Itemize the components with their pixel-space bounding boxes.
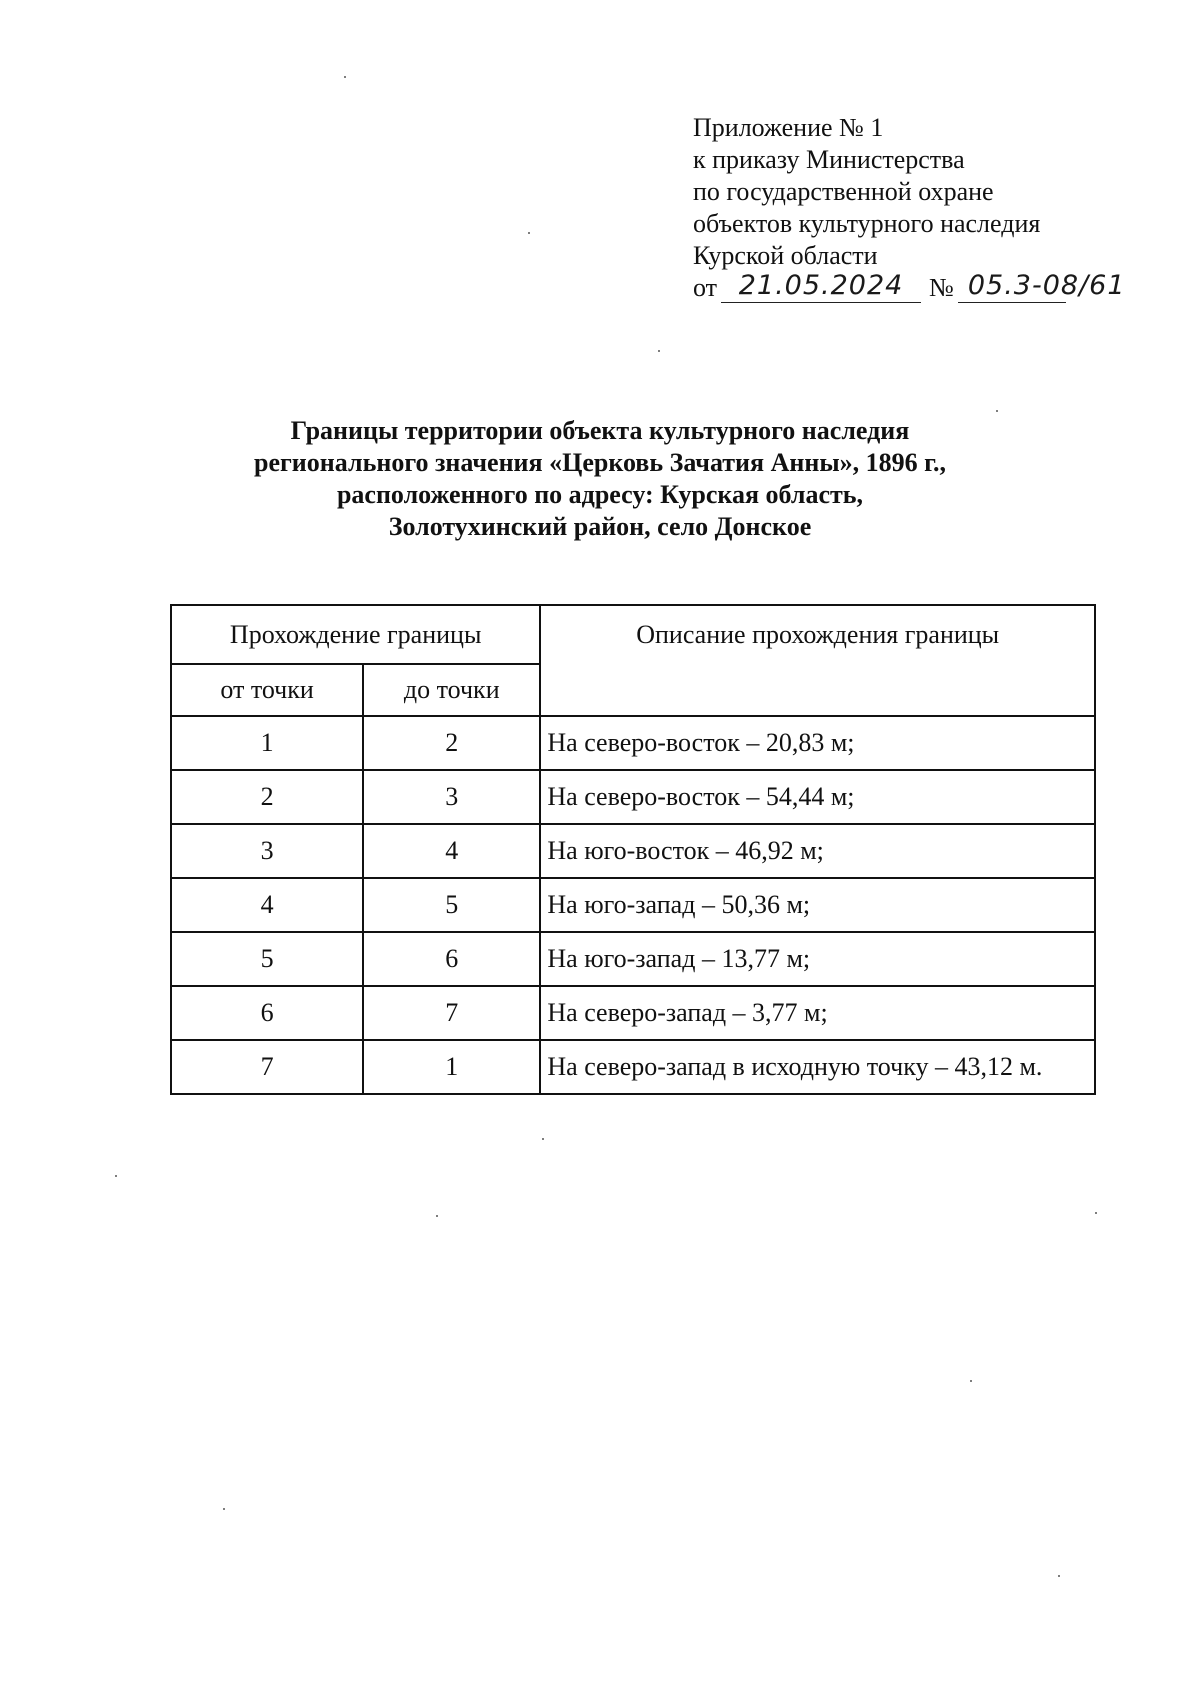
number-label: № [929, 273, 954, 302]
scan-speck [542, 1138, 544, 1140]
header-boundary: Прохождение границы [171, 605, 540, 664]
scan-speck [1058, 1575, 1060, 1577]
cell-to: 3 [363, 770, 540, 824]
scan-speck [223, 1508, 225, 1510]
cell-from: 6 [171, 986, 363, 1040]
appendix-line: Курской области [693, 241, 878, 270]
cell-description: На северо-восток – 20,83 м; [540, 716, 1095, 770]
order-date-field [721, 270, 921, 303]
table-row [171, 986, 1095, 1040]
cell-from: 7 [171, 1040, 363, 1094]
cell-description: На юго-восток – 46,92 м; [540, 824, 1095, 878]
cell-from: 1 [171, 716, 363, 770]
cell-to: 2 [363, 716, 540, 770]
appendix-line: объектов культурного наследия [693, 209, 1041, 238]
appendix-line: к приказу Министерства [693, 145, 965, 174]
cell-to: 1 [363, 1040, 540, 1094]
scan-speck [1095, 1212, 1097, 1214]
order-number-handwritten: 05.3-08/61 [967, 270, 1126, 301]
cell-from: 5 [171, 932, 363, 986]
appendix-header [693, 112, 1126, 305]
order-number-field [958, 270, 1126, 303]
scan-speck [115, 1175, 117, 1177]
scan-speck [996, 410, 998, 412]
order-registration-line [693, 270, 1126, 305]
cell-description: На северо-восток – 54,44 м; [540, 770, 1095, 824]
document-title [150, 415, 1050, 543]
table-row [171, 932, 1095, 986]
cell-to: 6 [363, 932, 540, 986]
scan-speck [528, 232, 530, 234]
header-to-point: до точки [363, 664, 540, 716]
table-row [171, 716, 1095, 770]
scan-speck [436, 1215, 438, 1217]
title-line: регионального значения «Церковь Зачатия Анны», 1896 г., [254, 448, 946, 477]
table-row [171, 770, 1095, 824]
header-description: Описание прохождения границы [540, 605, 1095, 716]
scan-speck [970, 1380, 972, 1382]
boundary-table [170, 604, 1096, 1095]
scan-speck [344, 76, 346, 78]
title-line: расположенного по адресу: Курская область, [336, 480, 864, 509]
cell-to: 4 [363, 824, 540, 878]
table-row [171, 824, 1095, 878]
header-from-point: от точки [171, 664, 363, 716]
table-header-row [171, 605, 1095, 664]
cell-from: 4 [171, 878, 363, 932]
cell-description: На юго-запад – 50,36 м; [540, 878, 1095, 932]
cell-from: 2 [171, 770, 363, 824]
from-label: от [693, 273, 718, 302]
cell-description: На юго-запад – 13,77 м; [540, 932, 1095, 986]
cell-description: На северо-запад в исходную точку – 43,12 м. [540, 1040, 1095, 1094]
scan-speck [658, 350, 660, 352]
cell-description: На северо-запад – 3,77 м; [540, 986, 1095, 1040]
cell-from: 3 [171, 824, 363, 878]
cell-to: 5 [363, 878, 540, 932]
title-line: Границы территории объекта культурного наследия [290, 416, 910, 445]
order-date-handwritten: 21.05.2024 [738, 270, 904, 301]
table-row [171, 1040, 1095, 1094]
appendix-line: по государственной охране [693, 177, 994, 206]
cell-to: 7 [363, 986, 540, 1040]
title-line: Золотухинский район, село Донское [388, 512, 812, 541]
appendix-line: Приложение № 1 [693, 113, 884, 142]
table-row [171, 878, 1095, 932]
